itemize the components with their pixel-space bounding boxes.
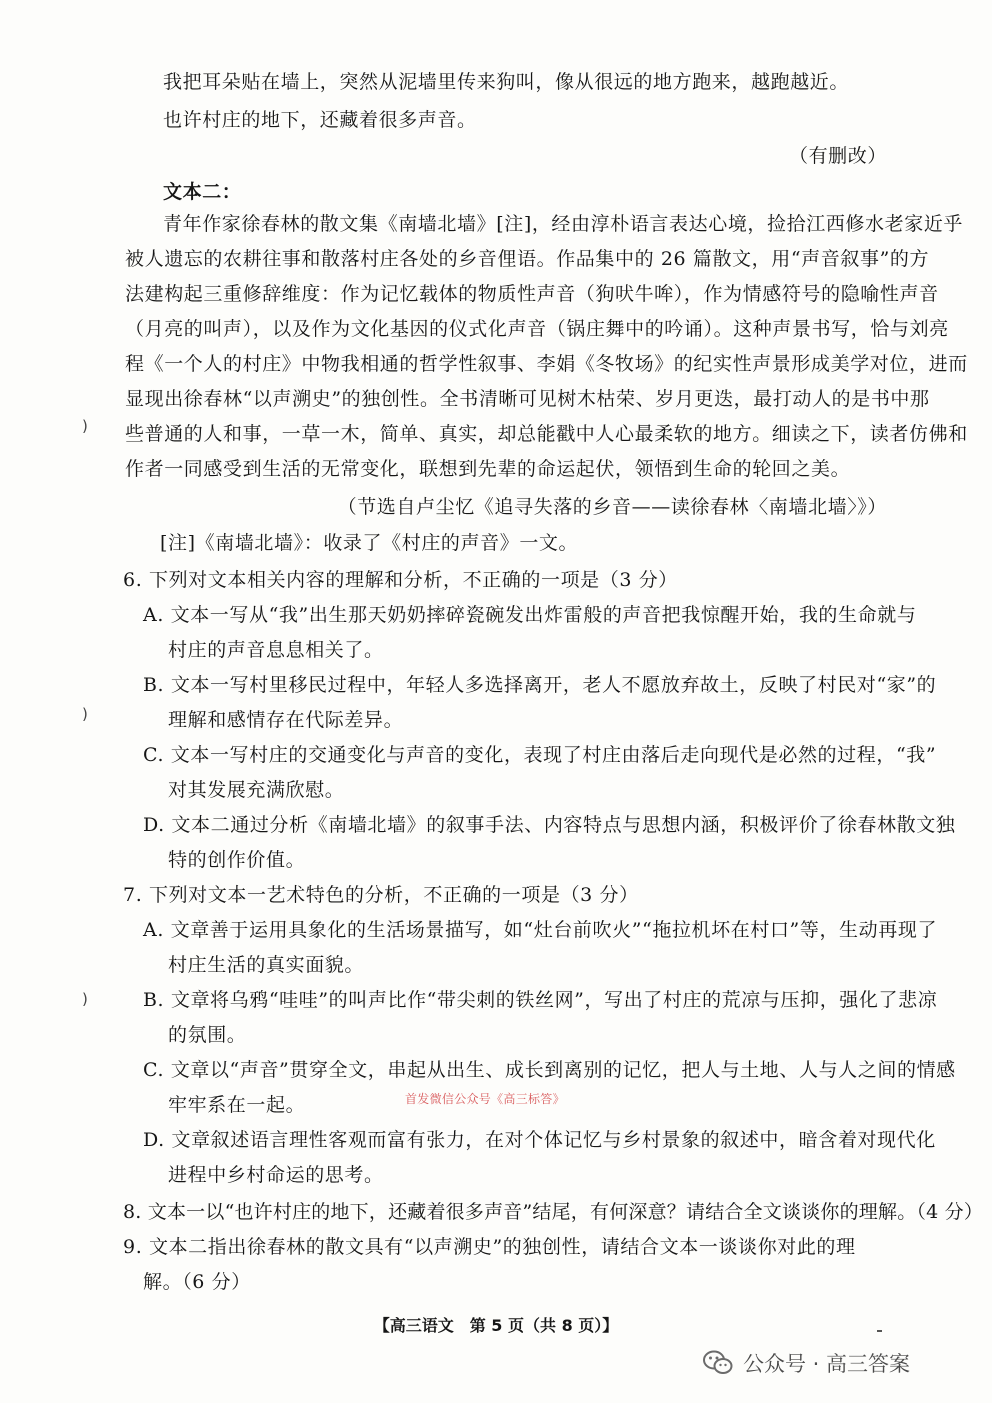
wechat-icon bbox=[703, 1350, 733, 1376]
question-6-option-a-cont: 村庄的声音息息相关了。 bbox=[168, 639, 384, 661]
text2-line: 作者一同感受到生活的无常变化，联想到先辈的命运起伏，领悟到生命的轮回之美。 bbox=[125, 458, 851, 480]
question-6-option-b: B. 文本一写村里移民过程中，年轻人多选择离开，老人不愿放弃故土，反映了村民对“家”的 bbox=[143, 674, 937, 696]
text1-line-2: 也许村庄的地下，还藏着很多声音。 bbox=[163, 109, 477, 131]
text2-line: 显现出徐春林“以声溯史”的独创性。全书清晰可见树木枯荣、岁月更迭，最打动人的是书中那 bbox=[125, 388, 930, 410]
text2-line: 被人遗忘的农耕往事和散落村庄各处的乡音俚语。作品集中的 26 篇散文，用“声音叙事”的方 bbox=[125, 248, 930, 270]
question-6-option-a: A. 文本一写从“我”出生那天奶奶摔碎瓷碗发出炸雷般的声音把我惊醒开始，我的生命就与 bbox=[143, 604, 917, 626]
text2-footnote: [注]《南墙北墙》：收录了《村庄的声音》一文。 bbox=[160, 532, 579, 554]
question-6-option-b-cont: 理解和感情存在代际差异。 bbox=[168, 709, 404, 731]
text2-source: （节选自卢尘忆《追寻失落的乡音——读徐春林〈南墙北墙〉》） bbox=[337, 496, 887, 518]
text2-line: 些普通的人和事，一草一木，简单、真实，却总能戳中人心最柔软的地方。细读之下，读者仿佛和 bbox=[125, 423, 968, 445]
question-7-option-b: B. 文章将乌鸦“哇哇”的叫声比作“带尖刺的铁丝网”，写出了村庄的荒凉与压抑，强化了悲凉 bbox=[143, 989, 938, 1011]
question-6-option-d: D. 文本二通过分析《南墙北墙》的叙事手法、内容特点与思想内涵，积极评价了徐春林散文独 bbox=[143, 814, 956, 836]
watermark: 首发微信公众号《高三标答》 bbox=[405, 1092, 565, 1106]
question-6-stem: 6. 下列对文本相关内容的理解和分析，不正确的一项是（3 分） bbox=[123, 569, 678, 591]
question-7-option-a: A. 文章善于运用具象化的生活场景描写，如“灶台前吹火”“拖拉机坏在村口”等，生动再现了 bbox=[143, 919, 938, 941]
question-7-option-d-cont: 进程中乡村命运的思考。 bbox=[168, 1164, 384, 1186]
wechat-account-name: 公众号 · 高三答案 bbox=[743, 1352, 911, 1376]
text1-revision-note: （有删改） bbox=[788, 145, 887, 167]
binding-hole-mark: ) bbox=[82, 705, 88, 723]
question-6-option-c-cont: 对其发展充满欣慰。 bbox=[168, 779, 345, 801]
question-7-option-d: D. 文章叙述语言理性客观而富有张力，在对个体记忆与乡村景象的叙述中，暗含着对现代化 bbox=[143, 1129, 936, 1151]
text2-line: 青年作家徐春林的散文集《南墙北墙》[注]，经由淳朴语言表达心境，捡拾江西修水老家近乎 bbox=[163, 213, 964, 235]
question-7-stem: 7. 下列对文本一艺术特色的分析，不正确的一项是（3 分） bbox=[123, 884, 639, 906]
question-7-option-c-cont: 牢牢系在一起。 bbox=[168, 1094, 306, 1116]
text2-line: （月亮的叫声），以及作为文化基因的仪式化声音（锅庄舞中的吟诵）。这种声景书写，恰与刘亮 bbox=[125, 318, 949, 340]
question-7-option-b-cont: 的氛围。 bbox=[168, 1024, 247, 1046]
question-8: 8. 文本一以“也许村庄的地下，还藏着很多声音”结尾，有何深意？请结合全文谈谈你的理解。（4 分） bbox=[123, 1201, 984, 1223]
page-footer: 【高三语文 第 5 页（共 8 页）】 bbox=[373, 1316, 619, 1335]
binding-hole-mark: ) bbox=[82, 417, 88, 435]
text2-line: 法建构起三重修辞维度：作为记忆载体的物质性声音（狗吠牛哞），作为情感符号的隐喻性声音 bbox=[125, 283, 939, 305]
question-7-option-a-cont: 村庄生活的真实面貌。 bbox=[168, 954, 365, 976]
scan-speck bbox=[877, 1330, 882, 1332]
binding-hole-mark: ) bbox=[82, 990, 88, 1008]
question-6-option-d-cont: 特的创作价值。 bbox=[168, 849, 306, 871]
question-7-option-c: C. 文章以“声音”贯穿全文，串起从出生、成长到离别的记忆，把人与土地、人与人之间的情感 bbox=[143, 1059, 956, 1081]
question-9-cont: 解。（6 分） bbox=[143, 1271, 251, 1293]
text2-heading: 文本二： bbox=[163, 181, 242, 203]
text1-line-1: 我把耳朵贴在墙上，突然从泥墙里传来狗叫，像从很远的地方跑来，越跑越近。 bbox=[163, 71, 850, 93]
wechat-account-badge[interactable] bbox=[703, 1348, 910, 1378]
question-9: 9. 文本二指出徐春林的散文具有“以声溯史”的独创性，请结合文本一谈谈你对此的理 bbox=[123, 1236, 856, 1258]
text2-line: 程《一个人的村庄》中物我相通的哲学性叙事、李娟《冬牧场》的纪实性声景形成美学对位，进而 bbox=[125, 353, 968, 375]
question-6-option-c: C. 文本一写村庄的交通变化与声音的变化，表现了村庄由落后走向现代是必然的过程，“我” bbox=[143, 744, 937, 766]
